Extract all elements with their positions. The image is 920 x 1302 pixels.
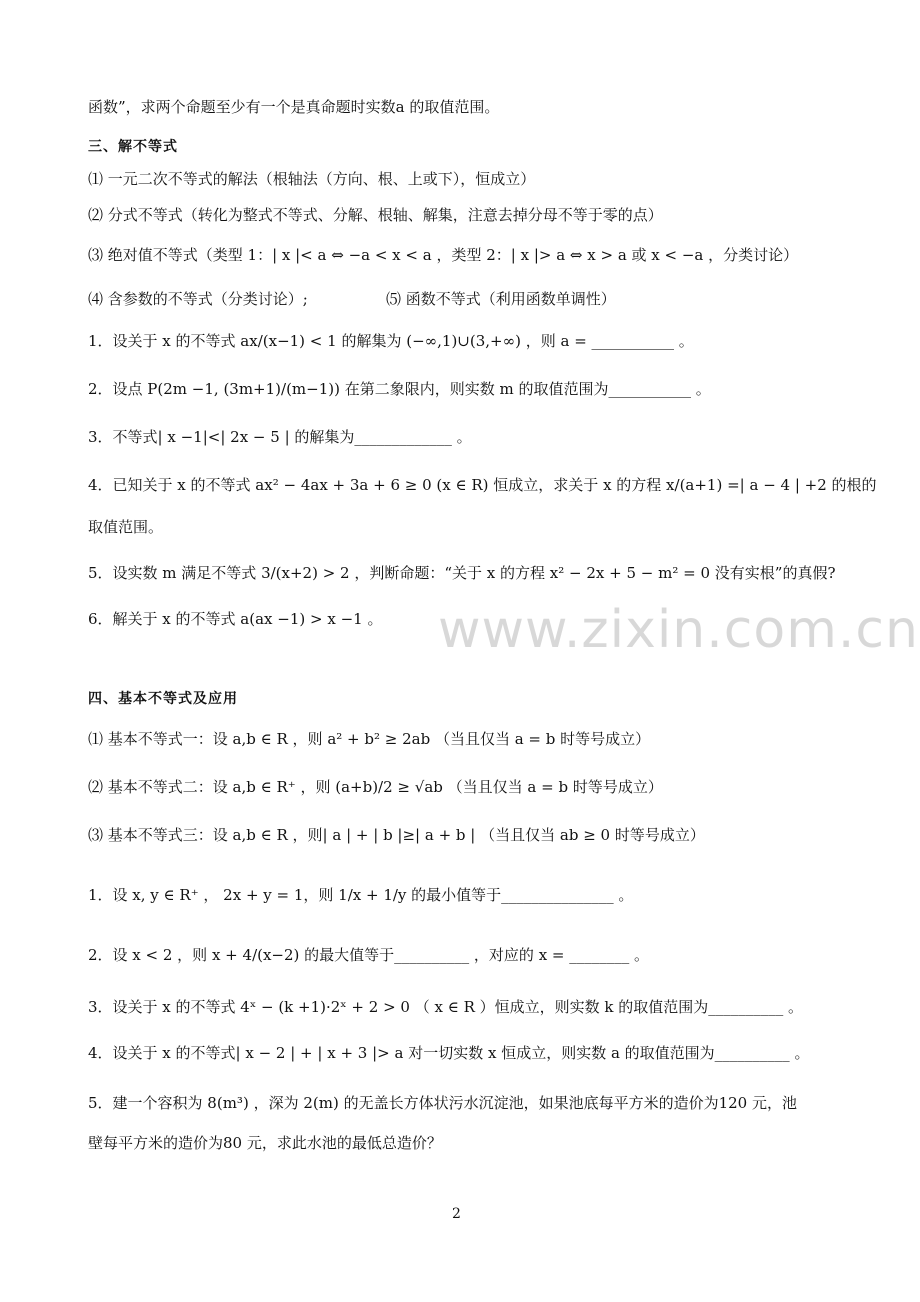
section4-problem-1: 1．设 x, y ∈ R⁺ ， 2x + y = 1，则 1/x + 1/y 的最小值等于_______________ 。: [88, 886, 634, 904]
section3-problem-4-cont: 取值范围。: [88, 518, 164, 536]
section4-problem-5-cont: 壁每平方米的造价为80 元，求此水池的最低总造价？: [88, 1134, 442, 1152]
section3-problem-2: 2．设点 P(2m −1, (3m+1)/(m−1)) 在第二象限内，则实数 m 的取值范围为___________ 。: [88, 380, 711, 398]
section3-problem-6: 6．解关于 x 的不等式 a(ax −1) > x −1 。: [88, 610, 383, 628]
continuation-text: 函数”，求两个命题至少有一个是真命题时实数a 的取值范围。: [88, 98, 500, 116]
section3-item-5: ⑸ 函数不等式（利用函数单调性）: [386, 290, 616, 308]
page-number: 2: [452, 1206, 461, 1222]
section3-problem-3: 3．不等式| x −1|<| 2x − 5 | 的解集为_____________ 。: [88, 428, 472, 446]
section3-item-4: ⑷ 含参数的不等式（分类讨论）;: [88, 290, 308, 308]
section3-problem-1: 1．设关于 x 的不等式 ax/(x−1) < 1 的解集为 (−∞,1)∪(3,+∞) ，则 a = ___________ 。: [88, 332, 694, 350]
section-heading-3: 三、解不等式: [88, 139, 178, 155]
section3-item-2: ⑵ 分式不等式（转化为整式不等式、分解、根轴、解集，注意去掉分母不等于零的点）: [88, 206, 663, 224]
section4-problem-2: 2．设 x < 2 ，则 x + 4/(x−2) 的最大值等于__________ ，对应的 x = ________ 。: [88, 946, 650, 964]
watermark: www.zixin.com.cn: [438, 600, 919, 660]
section4-problem-3: 3．设关于 x 的不等式 4ˣ − (k +1)·2ˣ + 2 > 0 （ x ∈ R ）恒成立，则实数 k 的取值范围为__________ 。: [88, 998, 804, 1016]
section3-problem-5: 5．设实数 m 满足不等式 3/(x+2) > 2 ，判断命题：“关于 x 的方程 x² − 2x + 5 − m² = 0 没有实根”的真假?: [88, 564, 836, 582]
section4-item-2: ⑵ 基本不等式二：设 a,b ∈ R⁺ ，则 (a+b)/2 ≥ √ab （当且仅当 a = b 时等号成立）: [88, 778, 663, 796]
section3-problem-4: 4．已知关于 x 的不等式 ax² − 4ax + 3a + 6 ≥ 0 (x ∈ R) 恒成立，求关于 x 的方程 x/(a+1) =| a − 4 | +2 的根的: [88, 476, 877, 494]
section4-item-3: ⑶ 基本不等式三：设 a,b ∈ R ，则| a | + | b |≥| a + b | （当且仅当 ab ≥ 0 时等号成立）: [88, 826, 705, 844]
section3-item-3: ⑶ 绝对值不等式（类型 1：| x |< a ⇔ −a < x < a ，类型 2：| x |> a ⇔ x > a 或 x < −a ，分类讨论）: [88, 246, 799, 264]
section3-item-1: ⑴ 一元二次不等式的解法（根轴法（方向、根、上或下），恒成立）: [88, 170, 536, 188]
section4-problem-4: 4．设关于 x 的不等式| x − 2 | + | x + 3 |> a 对一切实数 x 恒成立，则实数 a 的取值范围为__________ 。: [88, 1044, 810, 1062]
section4-item-1: ⑴ 基本不等式一：设 a,b ∈ R ，则 a² + b² ≥ 2ab （当且仅当 a = b 时等号成立）: [88, 730, 651, 748]
section4-problem-5: 5．建一个容积为 8(m³) ，深为 2(m) 的无盖长方体状污水沉淀池，如果池底每平方米的造价为120 元，池: [88, 1094, 797, 1112]
section-heading-4: 四、基本不等式及应用: [88, 691, 238, 707]
